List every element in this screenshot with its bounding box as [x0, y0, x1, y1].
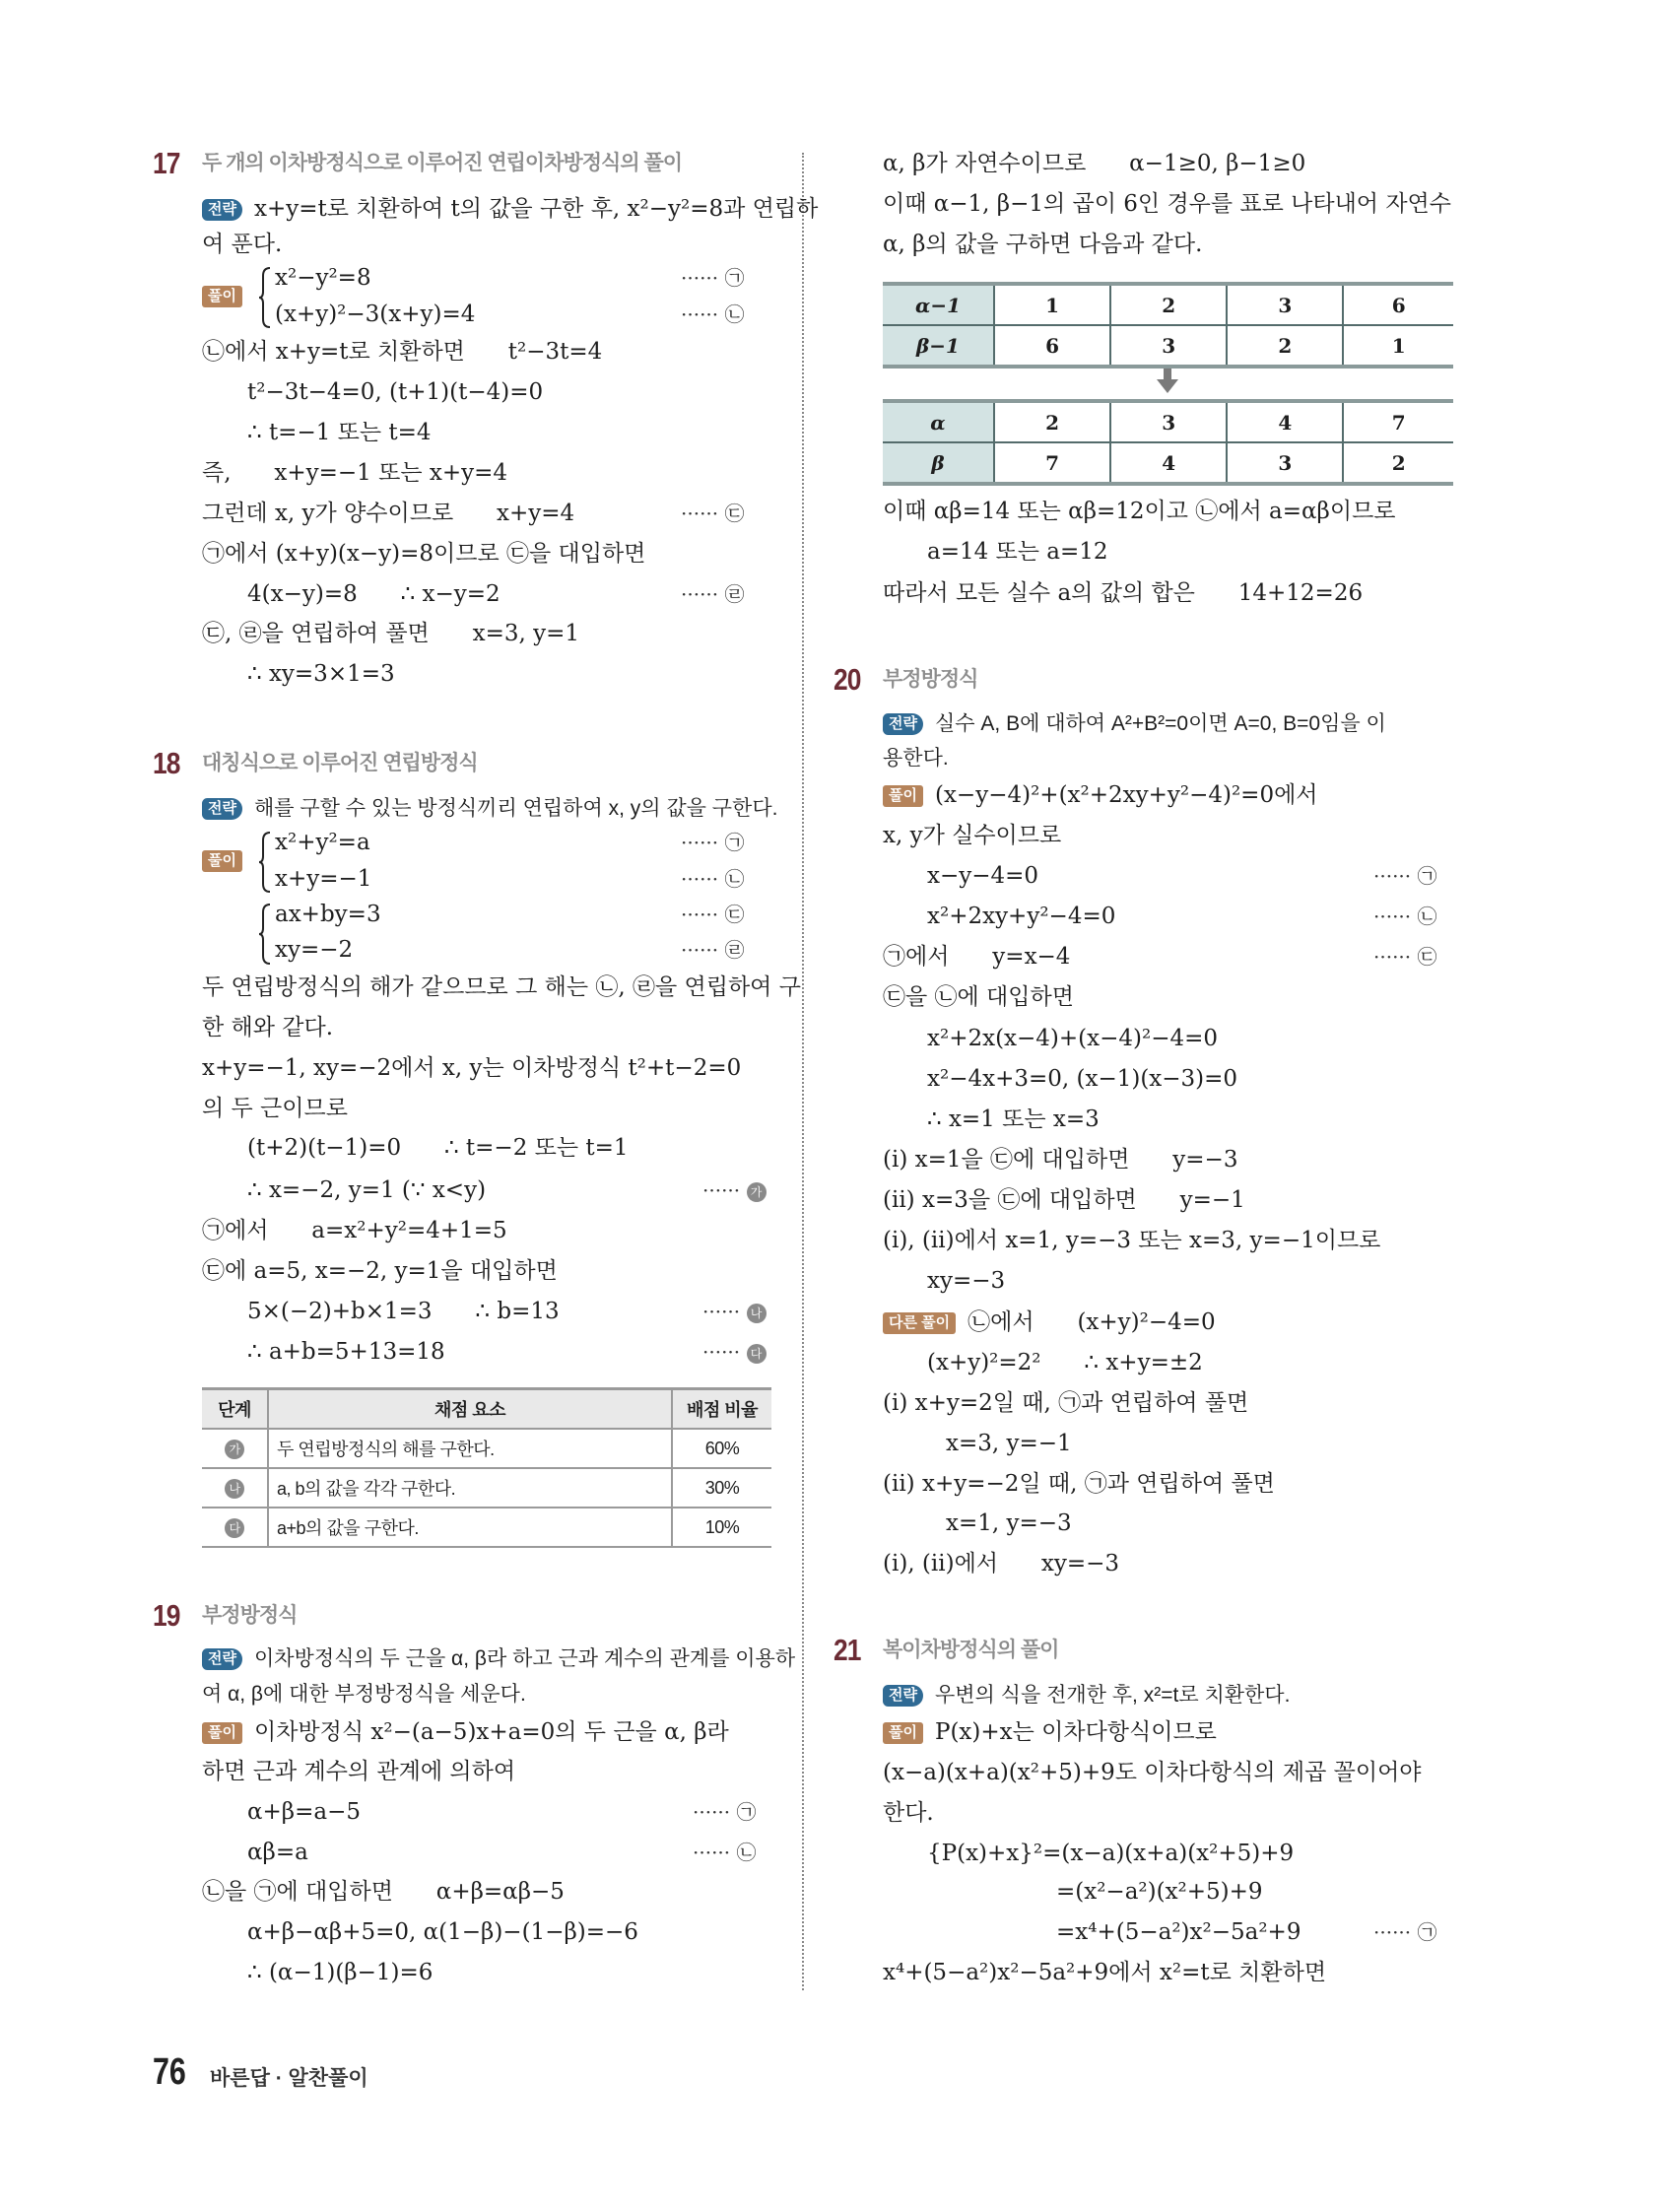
equation-marker: ······ ㉠ [693, 1800, 757, 1824]
table-cell: a, b의 값을 각각 구한다. [268, 1468, 672, 1508]
row-label: α [883, 401, 994, 442]
problem-number: 20 [834, 662, 861, 697]
text-line: (ⅰ), (ⅱ)에서 xy=−3 [883, 1551, 1120, 1576]
equation-marker: ······ ㉠ [1373, 864, 1437, 888]
text-line: x−y−4=0 [927, 863, 1039, 889]
equation: xy=−2 [275, 937, 354, 963]
text-line: ∴ x=1 또는 x=3 [927, 1106, 1100, 1132]
footer-title: 바른답 · 알찬풀이 [210, 2067, 368, 2090]
table-row [202, 1429, 771, 1468]
equation-marker: ······ ㉢ [681, 502, 745, 525]
text-line: =(x²−a²)(x²+5)+9 [1056, 1879, 1263, 1905]
equation: (x+y)²−3(x+y)=4 [275, 302, 476, 327]
text: 이차방정식의 두 근을 α, β라 하고 근과 계수의 관계를 이용하 [253, 1647, 796, 1670]
text-line: x=3, y=−1 [946, 1431, 1072, 1456]
text: 이차방정식 x²−(a−5)x+a=0의 두 근을 α, β라 [253, 1719, 729, 1745]
equation: x²−y²=8 [275, 265, 371, 291]
strategy-badge: 전략 [202, 1648, 242, 1670]
step-marker: ······ 다 [702, 1336, 767, 1368]
strategy-badge: 전략 [202, 199, 242, 221]
table-cell: 7 [994, 442, 1110, 484]
table-row [883, 325, 1453, 367]
equation: x²+y²=a [275, 830, 370, 855]
table-cell: 3 [1227, 442, 1343, 484]
column-divider [802, 153, 804, 1990]
table-row [202, 1468, 771, 1508]
scoring-table [202, 1387, 771, 1548]
brace-icon [258, 266, 272, 329]
problem-title: 대칭식으로 이루어진 연립방정식 [202, 752, 478, 774]
text-line: 두 연립방정식의 해가 같으므로 그 해는 ㉡, ㉣을 연립하여 구 [202, 974, 801, 1000]
text-line: 5×(−2)+b×1=3 ∴ b=13 [247, 1299, 560, 1324]
text-line: x²+2x(x−4)+(x−4)²−4=0 [927, 1026, 1219, 1051]
strategy-badge: 전략 [202, 798, 242, 820]
value-table-1 [883, 282, 1453, 369]
text-line: ㉢에 a=5, x=−2, y=1을 대입하면 [202, 1258, 558, 1284]
solution-line [883, 1716, 1217, 1748]
equation-marker: ······ ㉠ [681, 266, 745, 290]
strategy-badge: 전략 [883, 713, 923, 735]
text: 해를 구할 수 있는 방정식끼리 연립하여 x, y의 값을 구한다. [253, 797, 778, 820]
table-row [883, 442, 1453, 484]
table-row [202, 1508, 771, 1547]
text-line: x⁴+(5−a²)x²−5a²+9에서 x²=t로 치환하면 [883, 1960, 1327, 1985]
text-line: ∴ t=−1 또는 t=4 [247, 420, 432, 445]
text-line: ∴ xy=3×1=3 [247, 661, 395, 687]
text: x+y=t로 치환하여 t의 값을 구한 후, x²−y²=8과 연립하 [253, 196, 819, 222]
problem-title: 부정방정식 [883, 668, 978, 691]
text-line: 의 두 근이므로 [202, 1096, 348, 1121]
table-cell: 1 [994, 284, 1110, 325]
table-cell: 2 [1227, 325, 1343, 367]
text-line: ∴ a+b=5+13=18 [247, 1339, 445, 1365]
text-line: ㉢을 ㉡에 대입하면 [883, 984, 1074, 1010]
table-cell: 60% [672, 1429, 771, 1468]
text-line: x²+2xy+y²−4=0 [927, 904, 1116, 929]
table-cell: 두 연립방정식의 해를 구한다. [268, 1429, 672, 1468]
text-line: 즉, x+y=−1 또는 x+y=4 [202, 460, 508, 486]
text-line: x=1, y=−3 [946, 1510, 1072, 1536]
header-ratio: 배점 비율 [672, 1389, 771, 1430]
equation-marker: ······ ㉡ [681, 302, 745, 326]
text-line: {P(x)+x}²=(x−a)(x+a)(x²+5)+9 [927, 1841, 1295, 1866]
row-label: β−1 [883, 325, 994, 367]
text-line: αβ=a [247, 1840, 308, 1865]
table-cell: 10% [672, 1508, 771, 1547]
text-line: α+β=a−5 [247, 1799, 361, 1825]
text-line: ㉢, ㉣을 연립하여 풀면 x=3, y=1 [202, 621, 580, 646]
problem-title: 부정방정식 [202, 1604, 298, 1627]
text-line: ㉡에서 x+y=t로 치환하면 t²−3t=4 [202, 339, 603, 365]
table-cell: 2 [994, 401, 1110, 442]
table-cell: 3 [1110, 401, 1227, 442]
text-line: 여 푼다. [202, 232, 283, 257]
text-line: x, y가 실수이므로 [883, 823, 1062, 848]
text: ㉡에서 (x+y)²−4=0 [967, 1309, 1216, 1335]
strategy-line [202, 792, 777, 824]
text-line: 한다. [883, 1800, 934, 1826]
text-line: α, β가 자연수이므로 α−1≥0, β−1≥0 [883, 151, 1306, 176]
text-line: (ⅰ) x+y=2일 때, ㉠과 연립하여 풀면 [883, 1390, 1249, 1416]
equation-marker: ······ ㉠ [681, 831, 745, 854]
solution-badge: 풀이 [883, 1722, 923, 1744]
text-line: (x+y)²=2² ∴ x+y=±2 [927, 1350, 1203, 1375]
table-cell: 4 [1227, 401, 1343, 442]
problem-title: 두 개의 이차방정식으로 이루어진 연립이차방정식의 풀이 [202, 152, 683, 174]
table-cell: 2 [1110, 284, 1227, 325]
text-line: 하면 근과 계수의 관계에 의하여 [202, 1759, 516, 1784]
problem-number: 21 [834, 1633, 861, 1667]
text-line: α+β−αβ+5=0, α(1−β)−(1−β)=−6 [247, 1919, 638, 1945]
alt-solution-badge: 다른 풀이 [883, 1312, 956, 1334]
equation-marker: ······ ㉣ [681, 582, 745, 606]
alt-solution-line [883, 1307, 1216, 1338]
text-line: (ⅰ), (ⅱ)에서 x=1, y=−3 또는 x=3, y=−1이므로 [883, 1228, 1381, 1253]
equation-marker: ······ ㉢ [1373, 945, 1437, 969]
table-cell: 6 [994, 325, 1110, 367]
text: P(x)+x는 이차다항식이므로 [934, 1719, 1217, 1745]
text-line: 4(x−y)=8 ∴ x−y=2 [247, 581, 500, 607]
text-line: =x⁴+(5−a²)x²−5a²+9 [1056, 1919, 1301, 1945]
arrow-down-icon [1157, 369, 1178, 394]
problem-title: 복이차방정식의 풀이 [883, 1639, 1059, 1661]
text-line: 이때 αβ=14 또는 αβ=12이고 ㉡에서 a=αβ이므로 [883, 499, 1396, 524]
text-line: (ⅱ) x=3을 ㉢에 대입하면 y=−1 [883, 1187, 1245, 1213]
table-cell: 7 [1343, 401, 1453, 442]
text: 우변의 식을 전개한 후, x²=t로 치환한다. [934, 1684, 1291, 1707]
table-row [883, 284, 1453, 325]
text-line: x²−4x+3=0, (x−1)(x−3)=0 [927, 1066, 1238, 1092]
brace-icon [258, 831, 272, 894]
solution-line [883, 779, 1318, 811]
value-table-2 [883, 399, 1453, 486]
problem-number: 18 [153, 746, 180, 780]
table-cell: 3 [1227, 284, 1343, 325]
step-marker: ······ 가 [702, 1174, 767, 1206]
strategy-line [202, 1642, 795, 1674]
row-label: β [883, 442, 994, 484]
header-step: 단계 [202, 1389, 268, 1430]
solution-badge: 풀이 [883, 785, 923, 807]
text-line: ∴ (α−1)(β−1)=6 [247, 1960, 434, 1985]
solution-line [202, 1716, 729, 1748]
text-line: a=14 또는 a=12 [927, 539, 1108, 565]
text-line: ㉠에서 (x+y)(x−y)=8이므로 ㉢을 대입하면 [202, 541, 646, 567]
equation-marker: ······ ㉡ [681, 867, 745, 891]
page-number: 76 [153, 2051, 186, 2093]
table-cell: 1 [1343, 325, 1453, 367]
equation-marker: ······ ㉢ [681, 903, 745, 926]
table-header-row [202, 1389, 771, 1430]
text-line: α, β의 값을 구하면 다음과 같다. [883, 232, 1203, 257]
strategy-line [883, 1679, 1290, 1710]
text-line: ㉠에서 y=x−4 [883, 944, 1071, 970]
text: (x−y−4)²+(x²+2xy+y²−4)²=0에서 [934, 782, 1318, 808]
problem-number: 19 [153, 1598, 180, 1633]
table-cell: 4 [1110, 442, 1227, 484]
equation-marker: ······ ㉠ [1373, 1920, 1437, 1944]
equation: ax+by=3 [275, 902, 381, 927]
solution-badge: 풀이 [202, 286, 242, 307]
text-line: ㉠에서 a=x²+y²=4+1=5 [202, 1218, 507, 1243]
text-line: ㉡을 ㉠에 대입하면 α+β=αβ−5 [202, 1879, 565, 1905]
text-line: t²−3t−4=0, (t+1)(t−4)=0 [247, 379, 544, 405]
text-line: 그런데 x, y가 양수이므로 x+y=4 [202, 501, 575, 526]
equation-marker: ······ ㉡ [1373, 905, 1437, 928]
text-line: xy=−3 [927, 1268, 1006, 1294]
table-cell: a+b의 값을 구한다. [268, 1508, 672, 1547]
strategy-line [202, 193, 818, 225]
header-item: 채점 요소 [268, 1389, 672, 1430]
row-label: α−1 [883, 284, 994, 325]
table-cell: 30% [672, 1468, 771, 1508]
table-cell: 2 [1343, 442, 1453, 484]
equation-marker: ······ ㉣ [681, 938, 745, 962]
problem-number: 17 [153, 146, 180, 180]
text-line: ∴ x=−2, y=1 (∵ x<y) [247, 1177, 487, 1203]
text-line: 따라서 모든 실수 a의 값의 합은 14+12=26 [883, 580, 1364, 606]
step-badge: 나 [225, 1479, 244, 1499]
table-row [883, 401, 1453, 442]
table-cell: 3 [1110, 325, 1227, 367]
text: 실수 A, B에 대하여 A²+B²=0이면 A=0, B=0임을 이 [934, 712, 1386, 735]
strategy-line [883, 707, 1386, 739]
solution-badge: 풀이 [202, 850, 242, 872]
solution-badge: 풀이 [202, 1722, 242, 1744]
equation-marker: ······ ㉡ [693, 1841, 757, 1864]
equation: x+y=−1 [275, 866, 372, 892]
text-line: 이때 α−1, β−1의 곱이 6인 경우를 표로 나타내어 자연수 [883, 191, 1451, 217]
text-line: 용한다. [883, 747, 949, 770]
text-line: 한 해와 같다. [202, 1015, 334, 1040]
text-line: 여 α, β에 대한 부정방정식을 세운다. [202, 1683, 526, 1706]
text-line: (x−a)(x+a)(x²+5)+9도 이차다항식의 제곱 꼴이어야 [883, 1760, 1422, 1785]
step-badge: 가 [225, 1440, 244, 1459]
text-line: (t+2)(t−1)=0 ∴ t=−2 또는 t=1 [247, 1135, 629, 1161]
brace-icon [258, 903, 272, 966]
text-line: x+y=−1, xy=−2에서 x, y는 이차방정식 t²+t−2=0 [202, 1055, 742, 1081]
table-cell: 6 [1343, 284, 1453, 325]
step-marker: ······ 나 [702, 1296, 767, 1327]
step-badge: 다 [225, 1518, 244, 1538]
strategy-badge: 전략 [883, 1685, 923, 1707]
text-line: (ⅰ) x=1을 ㉢에 대입하면 y=−3 [883, 1147, 1238, 1173]
text-line: (ⅱ) x+y=−2일 때, ㉠과 연립하여 풀면 [883, 1471, 1275, 1497]
